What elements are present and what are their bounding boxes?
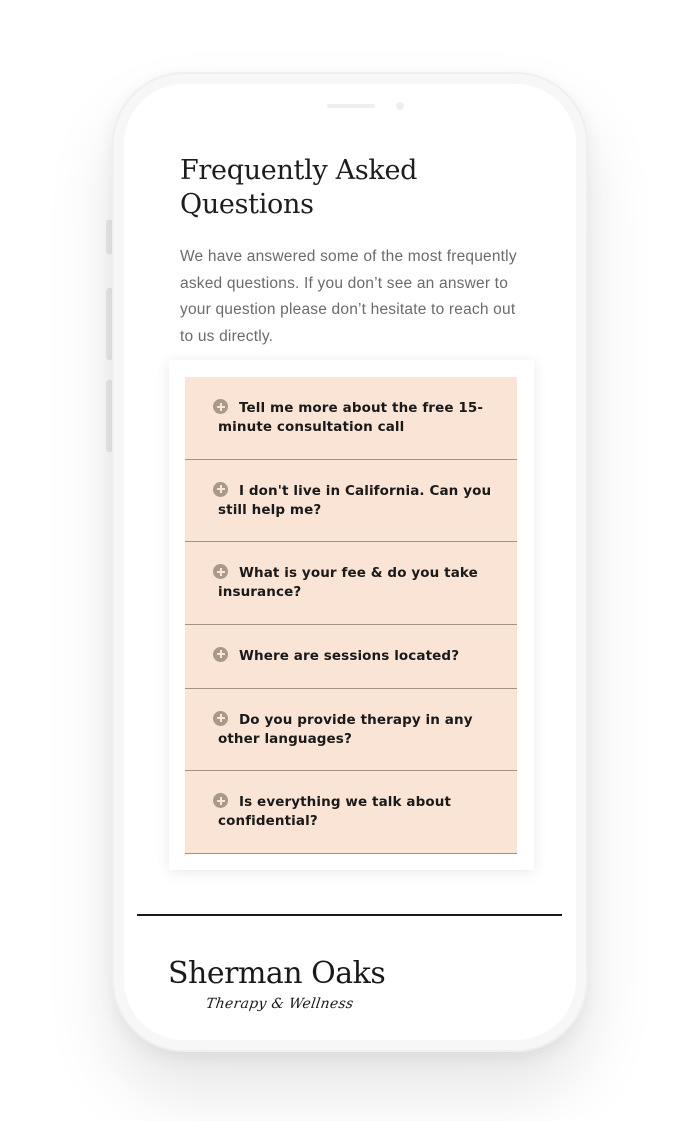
- faq-item-session-location[interactable]: [185, 625, 517, 689]
- faq-accordion: [185, 377, 517, 854]
- footer-divider: [137, 914, 562, 916]
- faq-item-fee-insurance[interactable]: [185, 542, 517, 625]
- footer-logo-tagline: Therapy & Wellness: [204, 996, 355, 1012]
- phone-speaker: [327, 104, 375, 108]
- faq-item-languages[interactable]: [185, 689, 517, 772]
- faq-item-confidentiality[interactable]: [185, 771, 517, 854]
- plus-circle-icon[interactable]: [213, 711, 228, 726]
- plus-circle-icon[interactable]: [213, 399, 228, 414]
- phone-camera: [396, 102, 404, 110]
- faq-intro-text: We have answered some of the most frequently asked questions. If you don’t see an answer to your question please don’t hesitate to reach out to us directly.: [180, 248, 517, 345]
- faq-question: Is everything we talk about confidential?: [218, 794, 452, 830]
- plus-circle-icon[interactable]: [213, 482, 228, 497]
- plus-circle-icon[interactable]: [213, 647, 228, 662]
- faq-title: Frequently Asked Questions: [180, 155, 418, 220]
- faq-question: I don't live in California. Can you still help me?: [218, 482, 492, 518]
- faq-item-california[interactable]: [185, 460, 517, 543]
- faq-question: Tell me more about the free 15-minute consultation call: [218, 400, 484, 435]
- footer-logo-name[interactable]: Sherman Oaks: [168, 956, 386, 991]
- faq-question: Do you provide therapy in any other languages?: [218, 711, 473, 747]
- faq-item-consultation-call[interactable]: [185, 377, 517, 460]
- faq-question: What is your fee & do you take insurance?: [218, 565, 478, 601]
- faq-accordion-card: [169, 360, 534, 870]
- faq-question: Where are sessions located?: [239, 647, 460, 664]
